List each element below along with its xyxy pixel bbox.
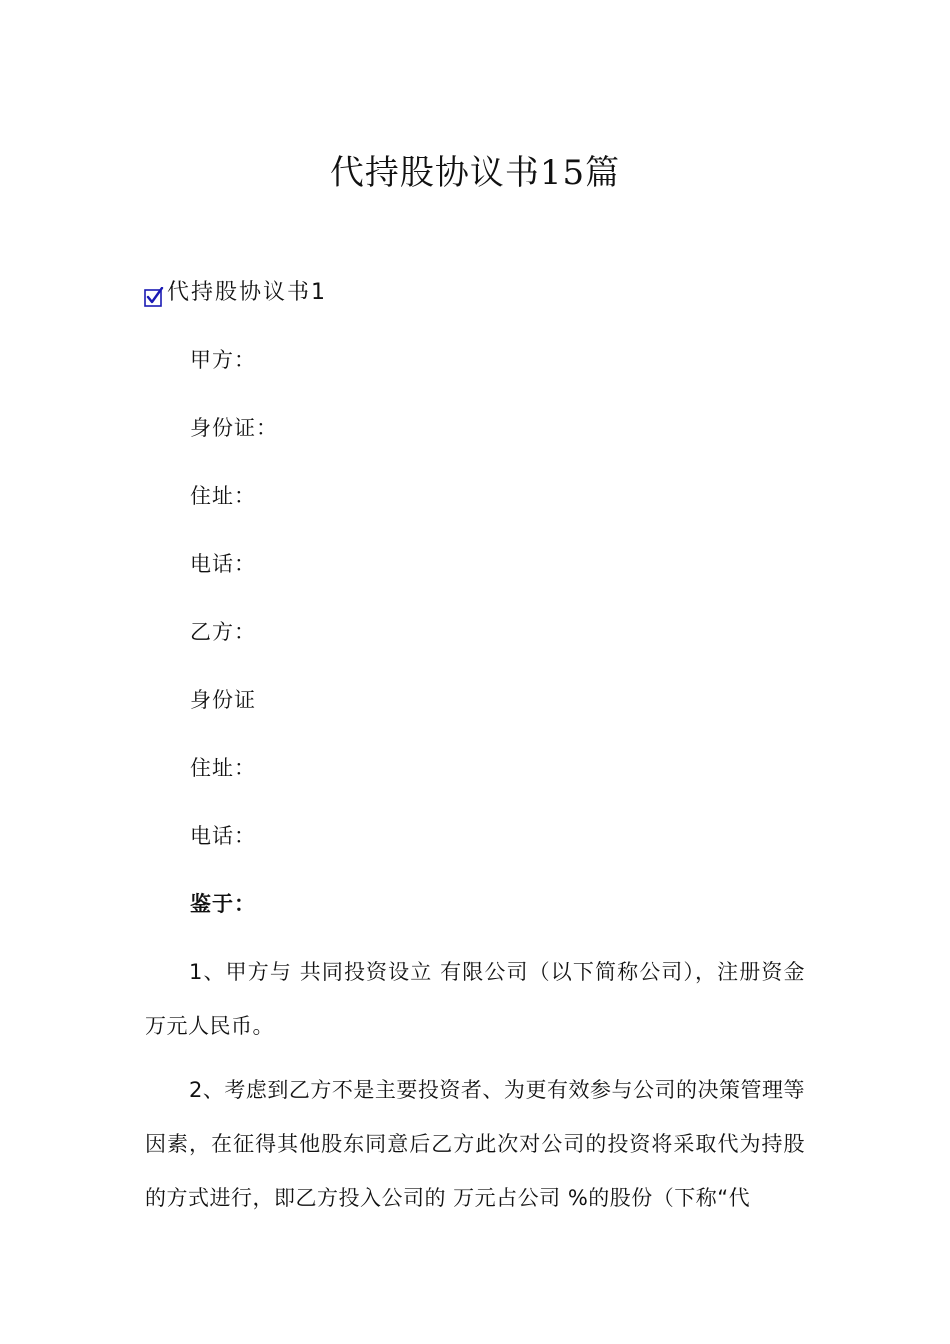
paragraph-2: 2、考虑到乙方不是主要投资者、为更有效参与公司的决策管理等因素，在征得其他股东同意后乙方此次对公司的投资将采取代为持股的方式进行，即乙方投入公司的 万元占公司 %的股份（下称“代 [145, 1078, 805, 1210]
document-title: 代持股协议书15篇 [329, 153, 621, 193]
field-party-a-address: 住址： [190, 484, 256, 508]
field-party-a: 甲方： [190, 348, 256, 372]
checked-checkbox-icon [144, 287, 164, 307]
field-party-b-address: 住址： [190, 756, 256, 780]
section-heading [144, 276, 327, 310]
field-party-a-id: 身份证： [190, 416, 278, 440]
field-party-a-phone: 电话： [190, 552, 256, 576]
field-party-b: 乙方： [190, 620, 256, 644]
section-heading-label: 代持股协议书1 [167, 280, 327, 305]
paragraph-1: 1、甲方与 共同投资设立 有限公司（以下简称公司），注册资金 万元人民币。 [145, 960, 805, 1038]
field-party-b-phone: 电话： [190, 824, 256, 848]
whereas-heading: 鉴于： [190, 892, 256, 916]
field-party-b-id: 身份证 [190, 688, 256, 712]
